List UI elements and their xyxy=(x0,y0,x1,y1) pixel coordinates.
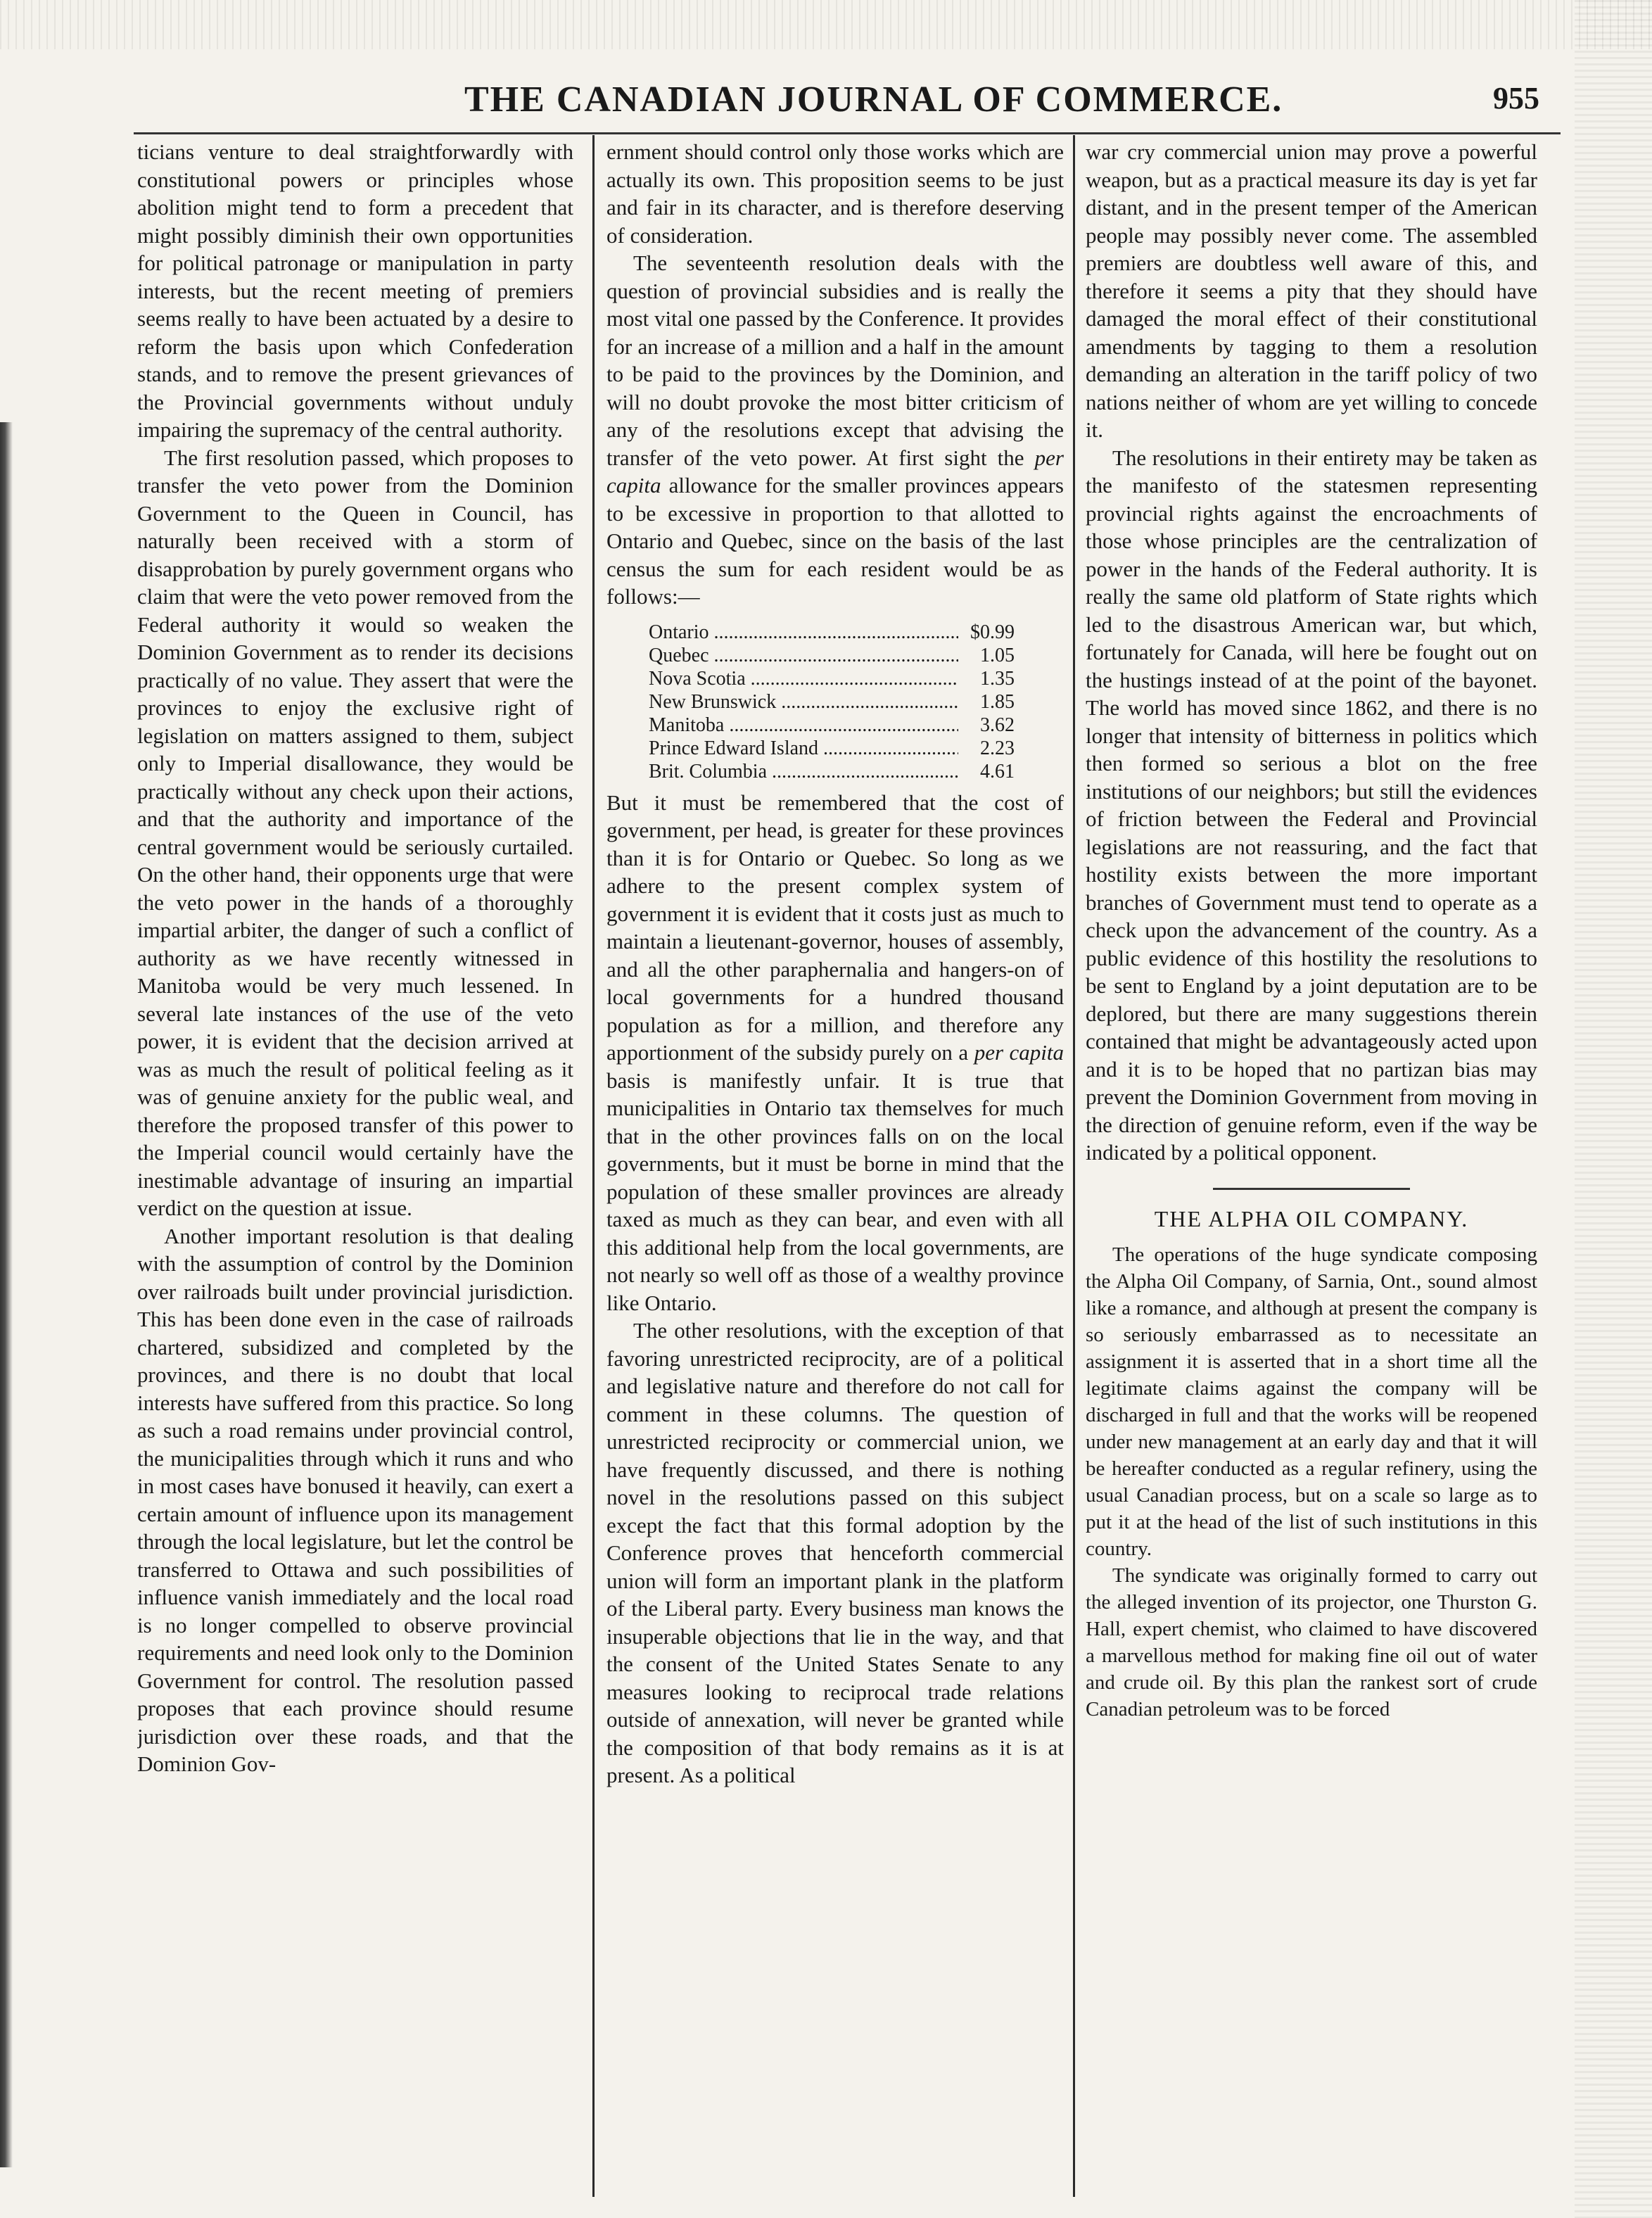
province-name: New Brunswick ..... xyxy=(649,690,958,714)
paragraph-text: allowance for the smaller provinces appears to be excessive in proportion to that allotted to Ontario and Quebec, since on the basis of the last census the sum for each resident would be as follows:— xyxy=(606,473,1064,609)
column-1 xyxy=(137,138,573,2193)
italic-phrase: per capita xyxy=(974,1040,1064,1065)
table-row xyxy=(649,690,1015,714)
paragraph: The operations of the huge syndicate composing the Alpha Oil Company, of Sarnia, Ont., sound almost like a romance, and although at present the company is so seriously embarrassed as to necessitate an assignment it is asserted that in a short time all the legitimate claims against the company will be discharged in full and that the works will be reopened under new management at an early day and that it will be hereafter conducted as a regular refinery, using the usual Canadian process, but on a scale so large as to put it at the head of the list of such institutions in this country. xyxy=(1086,1243,1537,1560)
journal-title: THE CANADIAN JOURNAL OF COMMERCE. xyxy=(464,80,1283,120)
paragraph: ernment should control only those works which are actually its own. This proposition seems to be just and fair in its character, and is therefore deserving of consideration. xyxy=(606,139,1064,248)
paragraph xyxy=(606,789,1064,1317)
section-heading: THE ALPHA OIL COMPANY. xyxy=(1154,1205,1469,1231)
column-divider xyxy=(1073,135,1075,2197)
header-rule xyxy=(134,132,1561,134)
table-row xyxy=(649,737,1015,760)
italic-phrase: per capita xyxy=(606,445,1064,498)
column-2 xyxy=(606,138,1064,2193)
province-name: Brit. Columbia ..... xyxy=(649,760,958,783)
paragraph: The resolutions in their entirety may be taken as the manifesto of the statesmen representing provincial rights against the encroachments of those whose principles are the centralization of power in the hands of the Federal authority. It is really the same old platform of State rights which led to the disastrous American war, but which, fortunately for Canada, will here be fought out on the hustings instead of at the point of the bayonet. The world has moved since 1862, and there is no longer that intensity of bitterness in politics which then formed so serious a blot on the free institutions of our neighbors; but still the evidences of friction between the Federal and Provincial legislations are not reassuring, and the fact that hostility exists between the more important branches of Government must tend to operate as a check upon the advancement of the country. As a public evidence of this hostility the resolutions to be sent to England by a joint deputation are to be deplored, but there are many suggestions therein contained that might be advantageously acted upon and it is to be hoped that no partizan bias may prevent the Dominion Government from moving in the direction of genuine reform, even if the way be indicated by a political opponent. xyxy=(1086,445,1537,1165)
section-rule xyxy=(1213,1188,1410,1190)
amount: 3.62 xyxy=(958,714,1015,737)
page-number: 955 xyxy=(1493,81,1539,115)
province-name: Manitoba ..... xyxy=(649,714,958,737)
paragraph-text: basis is manifestly unfair. It is true that municipalities in Ontario tax themselves for much that in the other provinces falls on on the local governments, but it must be borne in mind that the population of these smaller provinces are already taxed as much as they can bear, and even with all this additional help from the local governments, are not nearly so well off as those of a wealthy province like Ontario. xyxy=(606,1067,1064,1315)
paragraph-text: The seventeenth resolution deals with the question of provincial subsidies and is really the most vital one passed by the Conference. It provides for an increase of a million and a half in the amount to be paid to the provinces by the Dominion, and will no doubt provoke the most bitter criticism of any of the resolutions except that advising the transfer of the veto power. At first sight the xyxy=(606,251,1064,470)
table-row xyxy=(649,621,1015,644)
table-row xyxy=(649,667,1015,690)
scan-noise-right-edge xyxy=(1575,0,1652,2218)
amount: 2.23 xyxy=(958,737,1015,760)
amount: 1.85 xyxy=(958,690,1015,714)
amount: $0.99 xyxy=(958,621,1015,644)
column-3 xyxy=(1086,138,1537,2193)
binding-shadow xyxy=(0,422,13,2167)
column-divider xyxy=(592,135,595,2197)
amount: 1.05 xyxy=(958,644,1015,667)
amount: 1.35 xyxy=(958,667,1015,690)
paragraph: The other resolutions, with the exception of that favoring unrestricted reciprocity, are of a political and legislative nature and therefore do not call for comment in these columns. The question of unrestricted reciprocity or commercial union, we have frequently discussed, and there is nothing novel in the resolutions passed on this subject except the fact that this formal adoption by the Conference proves that henceforth commercial union will form an important plank in the platform of the Liberal party. Every business man knows the insuperable objections that lie in the way, and that the consent of the United States Senate to any measures looking to reciprocal trade relations outside of annexation, will never be granted while the composition of that body remains as it is at present. As a political xyxy=(606,1318,1064,1787)
province-name: Nova Scotia ..... xyxy=(649,667,958,690)
paragraph: Another important resolution is that dealing with the assumption of control by the Dominion over railroads built under provincial jurisdiction. This has been done even in the case of railroads chartered, subsidized and completed by the provinces, and there is no doubt that local interests have suffered from this practice. So long as such a road remains under provincial control, the municipalities through which it runs and who in most cases have bonused it heavily, can exert a certain amount of influence upon its management through the local legislature, but let the control be transferred to Ottawa and such possibilities of influence vanish immediately and the local road is no longer compelled to observe provincial requirements and need look only to the Dominion Government for control. The resolution passed proposes that each province should resume jurisdiction over these roads, and that the Dominion Gov- xyxy=(137,1223,573,1776)
province-name: Ontario ..... xyxy=(649,621,958,644)
subsidy-table xyxy=(649,621,1015,783)
province-name: Quebec ..... xyxy=(649,644,958,667)
paragraph-text: But it must be remembered that the cost of government, per head, is greater for these provinces than it is for Ontario or Quebec. So long as we adhere to the present complex system of government it is evident that it costs just as much to maintain a lieutenant-governor, houses of assembly, and all the other paraphernalia and hangers-on of local governments for a hundred thousand population as for a million, and therefore any apportionment of the subsidy purely on a xyxy=(606,790,1064,1065)
paragraph xyxy=(606,249,1064,611)
scan-noise-top xyxy=(0,0,1652,49)
paragraph: The syndicate was originally formed to carry out the alleged invention of its projector, one Thurston G. Hall, expert chemist, who claimed to have discovered a marvellous method for making fine oil out of water and crude oil. By this plan the rankest sort of crude Canadian petroleum was to be forced xyxy=(1086,1564,1537,1720)
paragraph: The first resolution passed, which proposes to transfer the veto power from the Dominion Government to the Queen in Council, has naturally been received with a storm of disapprobation by purely government organs who claim that were the veto power removed from the Federal authority it would so weaken the Dominion Government as to render its decisions practically of no value. They assert that were the provinces to enjoy the exclusive right of legislation on matters assigned to them, subject only to Imperial disallowance, they would be practically without any check upon their actions, and that the authority and importance of the central government would be seriously curtailed. On the other hand, their opponents urge that were the veto power in the hands of a thoroughly impartial arbiter, the danger of such a conflict of authority as we have recently witnessed in Manitoba would be very much lessened. In several late instances of the use of the veto power, it is evident that the decision arrived at was as much the result of political feeling as it was of genuine anxiety for the public weal, and therefore the proposed transfer of this power to the Imperial council would certainly have the inestimable advantage of insuring an impartial verdict on the question at issue. xyxy=(137,445,573,1220)
table-row xyxy=(649,714,1015,737)
paragraph: war cry commercial union may prove a powerful weapon, but as a practical measure its day is yet far distant, and in the present temper of the American people may possibly never come. The assembled premiers are doubtless well aware of this, and therefore it seems a pity that they should have damaged the moral effect of their constitutional amendments by tagging to them a resolution demanding an alteration in the tariff policy of two nations neither of whom are yet willing to concede it. xyxy=(1086,139,1537,442)
paragraph: ticians venture to deal straightforwardly with constitutional powers or principles whose abolition might tend to form a precedent that might possibly diminish their own opportunities for political patronage or manipulation in party interests, but the recent meeting of premiers seems really to have been actuated by a desire to reform the basis upon which Confederation stands, and to remove the present grievances of the Provincial governments without unduly impairing the supremacy of the central authority. xyxy=(137,139,573,442)
table-row xyxy=(649,760,1015,783)
amount: 4.61 xyxy=(958,760,1015,783)
province-name: Prince Edward Island ..... xyxy=(649,737,958,760)
table-row xyxy=(649,644,1015,667)
page-header xyxy=(106,76,1589,132)
